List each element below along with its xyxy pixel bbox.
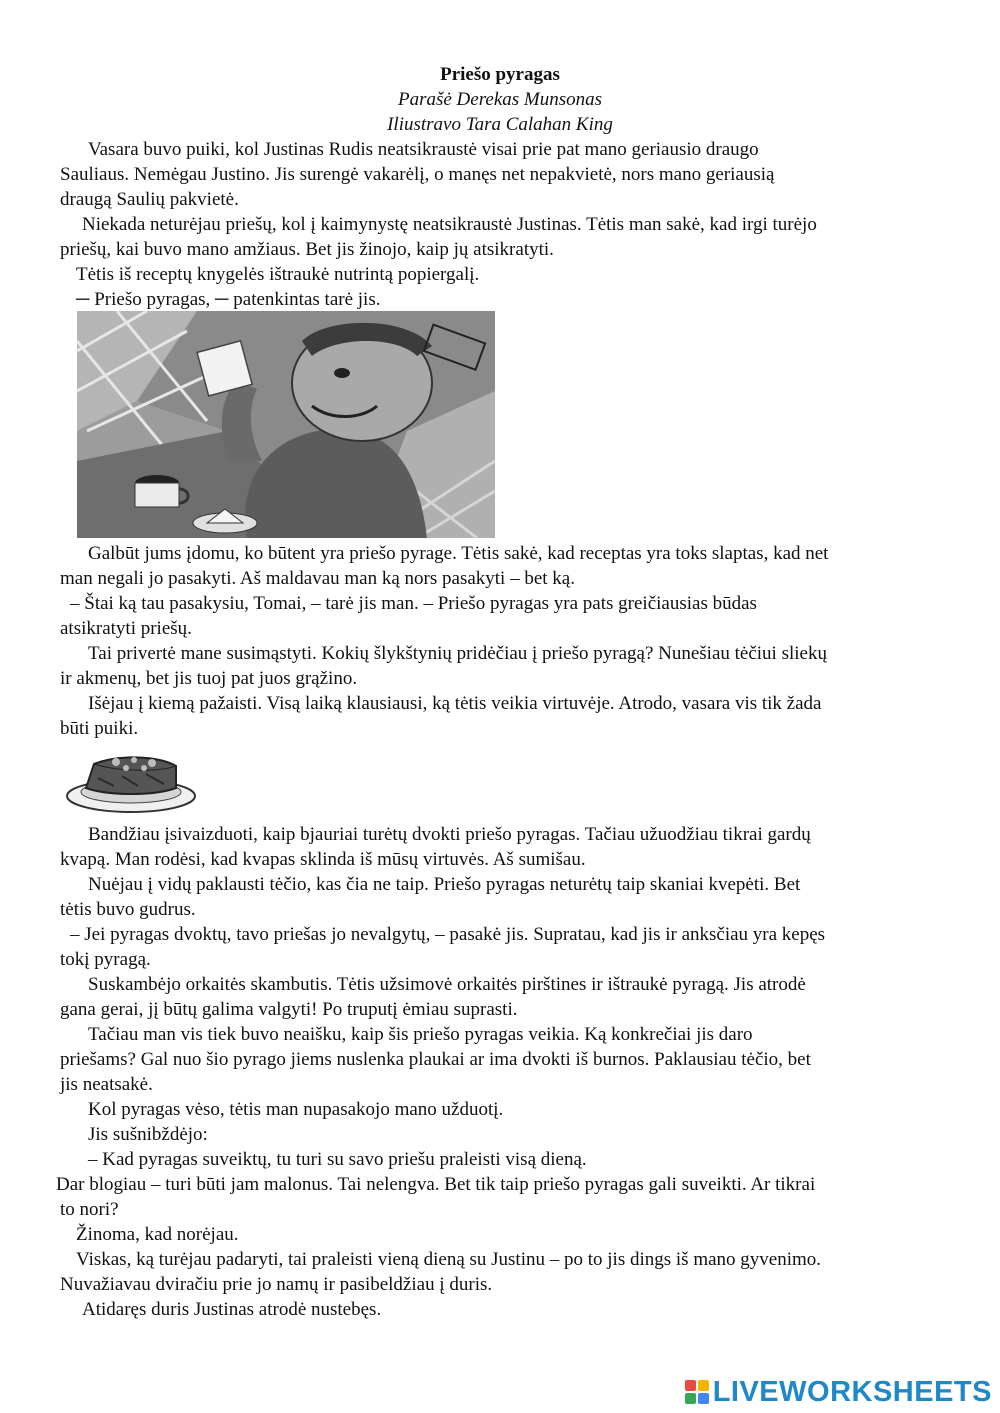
text-line: tokį pyragą. — [60, 949, 151, 970]
pie-illustration — [64, 750, 198, 814]
logo-square — [698, 1393, 709, 1404]
text-line: Tėtis iš receptų knygelės ištraukė nutrintą popiergalį. — [76, 264, 480, 285]
text-line: – Štai ką tau pasakysiu, Tomai, – tarė jis man. – Priešo pyragas yra pats greičiausias būdas — [70, 593, 757, 614]
text-line: to nori? — [60, 1199, 119, 1220]
text-line: Atidaręs duris Justinas atrodė nustebęs. — [82, 1299, 382, 1320]
text-line: Bandžiau įsivaizduoti, kaip bjauriai turėtų dvokti priešo pyragas. Tačiau užuodžiau tikrai gardų — [88, 824, 811, 845]
text-line: Vasara buvo puiki, kol Justinas Rudis neatsikraustė visai prie pat mano geriausio draugo — [88, 139, 759, 160]
text-line: būti puiki. — [60, 718, 139, 739]
text-line: Jis sušnibždėjo: — [88, 1124, 208, 1145]
liveworksheets-brand — [685, 1375, 992, 1409]
brand-name: LIVEWORKSHEETS — [712, 1375, 992, 1408]
text-line: atsikratyti priešų. — [60, 618, 192, 639]
text-line: ─ Priešo pyragas, ─ patenkintas tarė jis. — [76, 289, 381, 310]
logo-square — [698, 1380, 709, 1391]
text-line: ir akmenų, bet jis tuoj pat juos grąžino. — [60, 668, 358, 689]
father-recipe-illustration — [77, 311, 495, 538]
story-author: Parašė Derekas Munsonas — [397, 89, 603, 110]
text-line: Nuvažiavau dviračiu prie jo namų ir pasibeldžiau į duris. — [60, 1274, 493, 1295]
text-block-intro — [60, 137, 940, 312]
text-line: Galbūt jums įdomu, ko būtent yra priešo pyrage. Tėtis sakė, kad receptas yra toks slaptas, kad net — [88, 543, 829, 564]
logo-square — [685, 1380, 696, 1391]
text-line: priešų, kai buvo mano amžiaus. Bet jis žinojo, kaip jų atsikratyti. — [60, 239, 554, 260]
text-line: Viskas, ką turėjau padaryti, tai praleisti vieną dieną su Justinu – po to jis dings iš mano gyvenimo. — [76, 1249, 822, 1270]
text-line: Kol pyragas vėso, tėtis man nupasakojo mano užduotį. — [88, 1099, 504, 1120]
text-line: gana gerai, jį būtų galima valgyti! Po truputį ėmiau suprasti. — [60, 999, 518, 1020]
text-line: Nuėjau į vidų paklausti tėčio, kas čia ne taip. Priešo pyragas neturėtų taip skaniai kvepėti. Bet — [88, 874, 801, 895]
liveworksheets-logo-icon — [685, 1380, 709, 1404]
text-line: Suskambėjo orkaitės skambutis. Tėtis užsimovė orkaitės pirštines ir ištraukė pyragą. Jis atrodė — [88, 974, 806, 995]
text-block-recipe — [60, 541, 940, 741]
text-line: Tai privertė mane susimąstyti. Kokių šlykštynių pridėčiau į priešo pyragą? Nunešiau tėčiui sliekų — [88, 643, 827, 664]
story-title: Priešo pyragas — [440, 64, 560, 85]
text-line: Žinoma, kad norėjau. — [76, 1224, 239, 1245]
text-line: Sauliaus. Nemėgau Justino. Jis surengė vakarėlį, o manęs net nepakvietė, nors mano geriausią — [60, 164, 775, 185]
text-line: Išėjau į kiemą pažaisti. Visą laiką klausiausi, ką tėtis veikia virtuvėje. Atrodo, vasara vis tik žada — [88, 693, 822, 714]
story-illustrator: Iliustravo Tara Calahan King — [387, 114, 613, 135]
text-line: kvapą. Man rodėsi, kad kvapas sklinda iš mūsų virtuvės. Aš sumišau. — [60, 849, 586, 870]
text-line: – Kad pyragas suveiktų, tu turi su savo priešu praleisti visą dieną. — [88, 1149, 587, 1170]
text-line: draugą Saulių pakvietė. — [60, 189, 239, 210]
text-line: tėtis buvo gudrus. — [60, 899, 196, 920]
text-line: priešams? Gal nuo šio pyrago jiems nuslenka plaukai ar ima dvokti iš burnos. Paklausiau tėčio, bet — [60, 1049, 811, 1070]
logo-square — [685, 1393, 696, 1404]
text-line: man negali jo pasakyti. Aš maldavau man ką nors pasakyti – bet ką. — [60, 568, 575, 589]
text-line: Tačiau man vis tiek buvo neaišku, kaip šis priešo pyragas veikia. Ką konkrečiai jis daro — [88, 1024, 753, 1045]
text-line: jis neatsakė. — [60, 1074, 153, 1095]
text-line: Dar blogiau – turi būti jam malonus. Tai nelengva. Bet tik taip priešo pyragas gali suveikti. Ar tikrai — [56, 1174, 816, 1195]
text-line: Niekada neturėjau priešų, kol į kaimynystę neatsikraustė Justinas. Tėtis man sakė, kad irgi turėjo — [82, 214, 817, 235]
text-line: – Jei pyragas dvoktų, tavo priešas jo nevalgytų, – pasakė jis. Supratau, kad jis ir anksčiau yra kepęs — [70, 924, 826, 945]
text-block-main — [56, 822, 940, 1322]
